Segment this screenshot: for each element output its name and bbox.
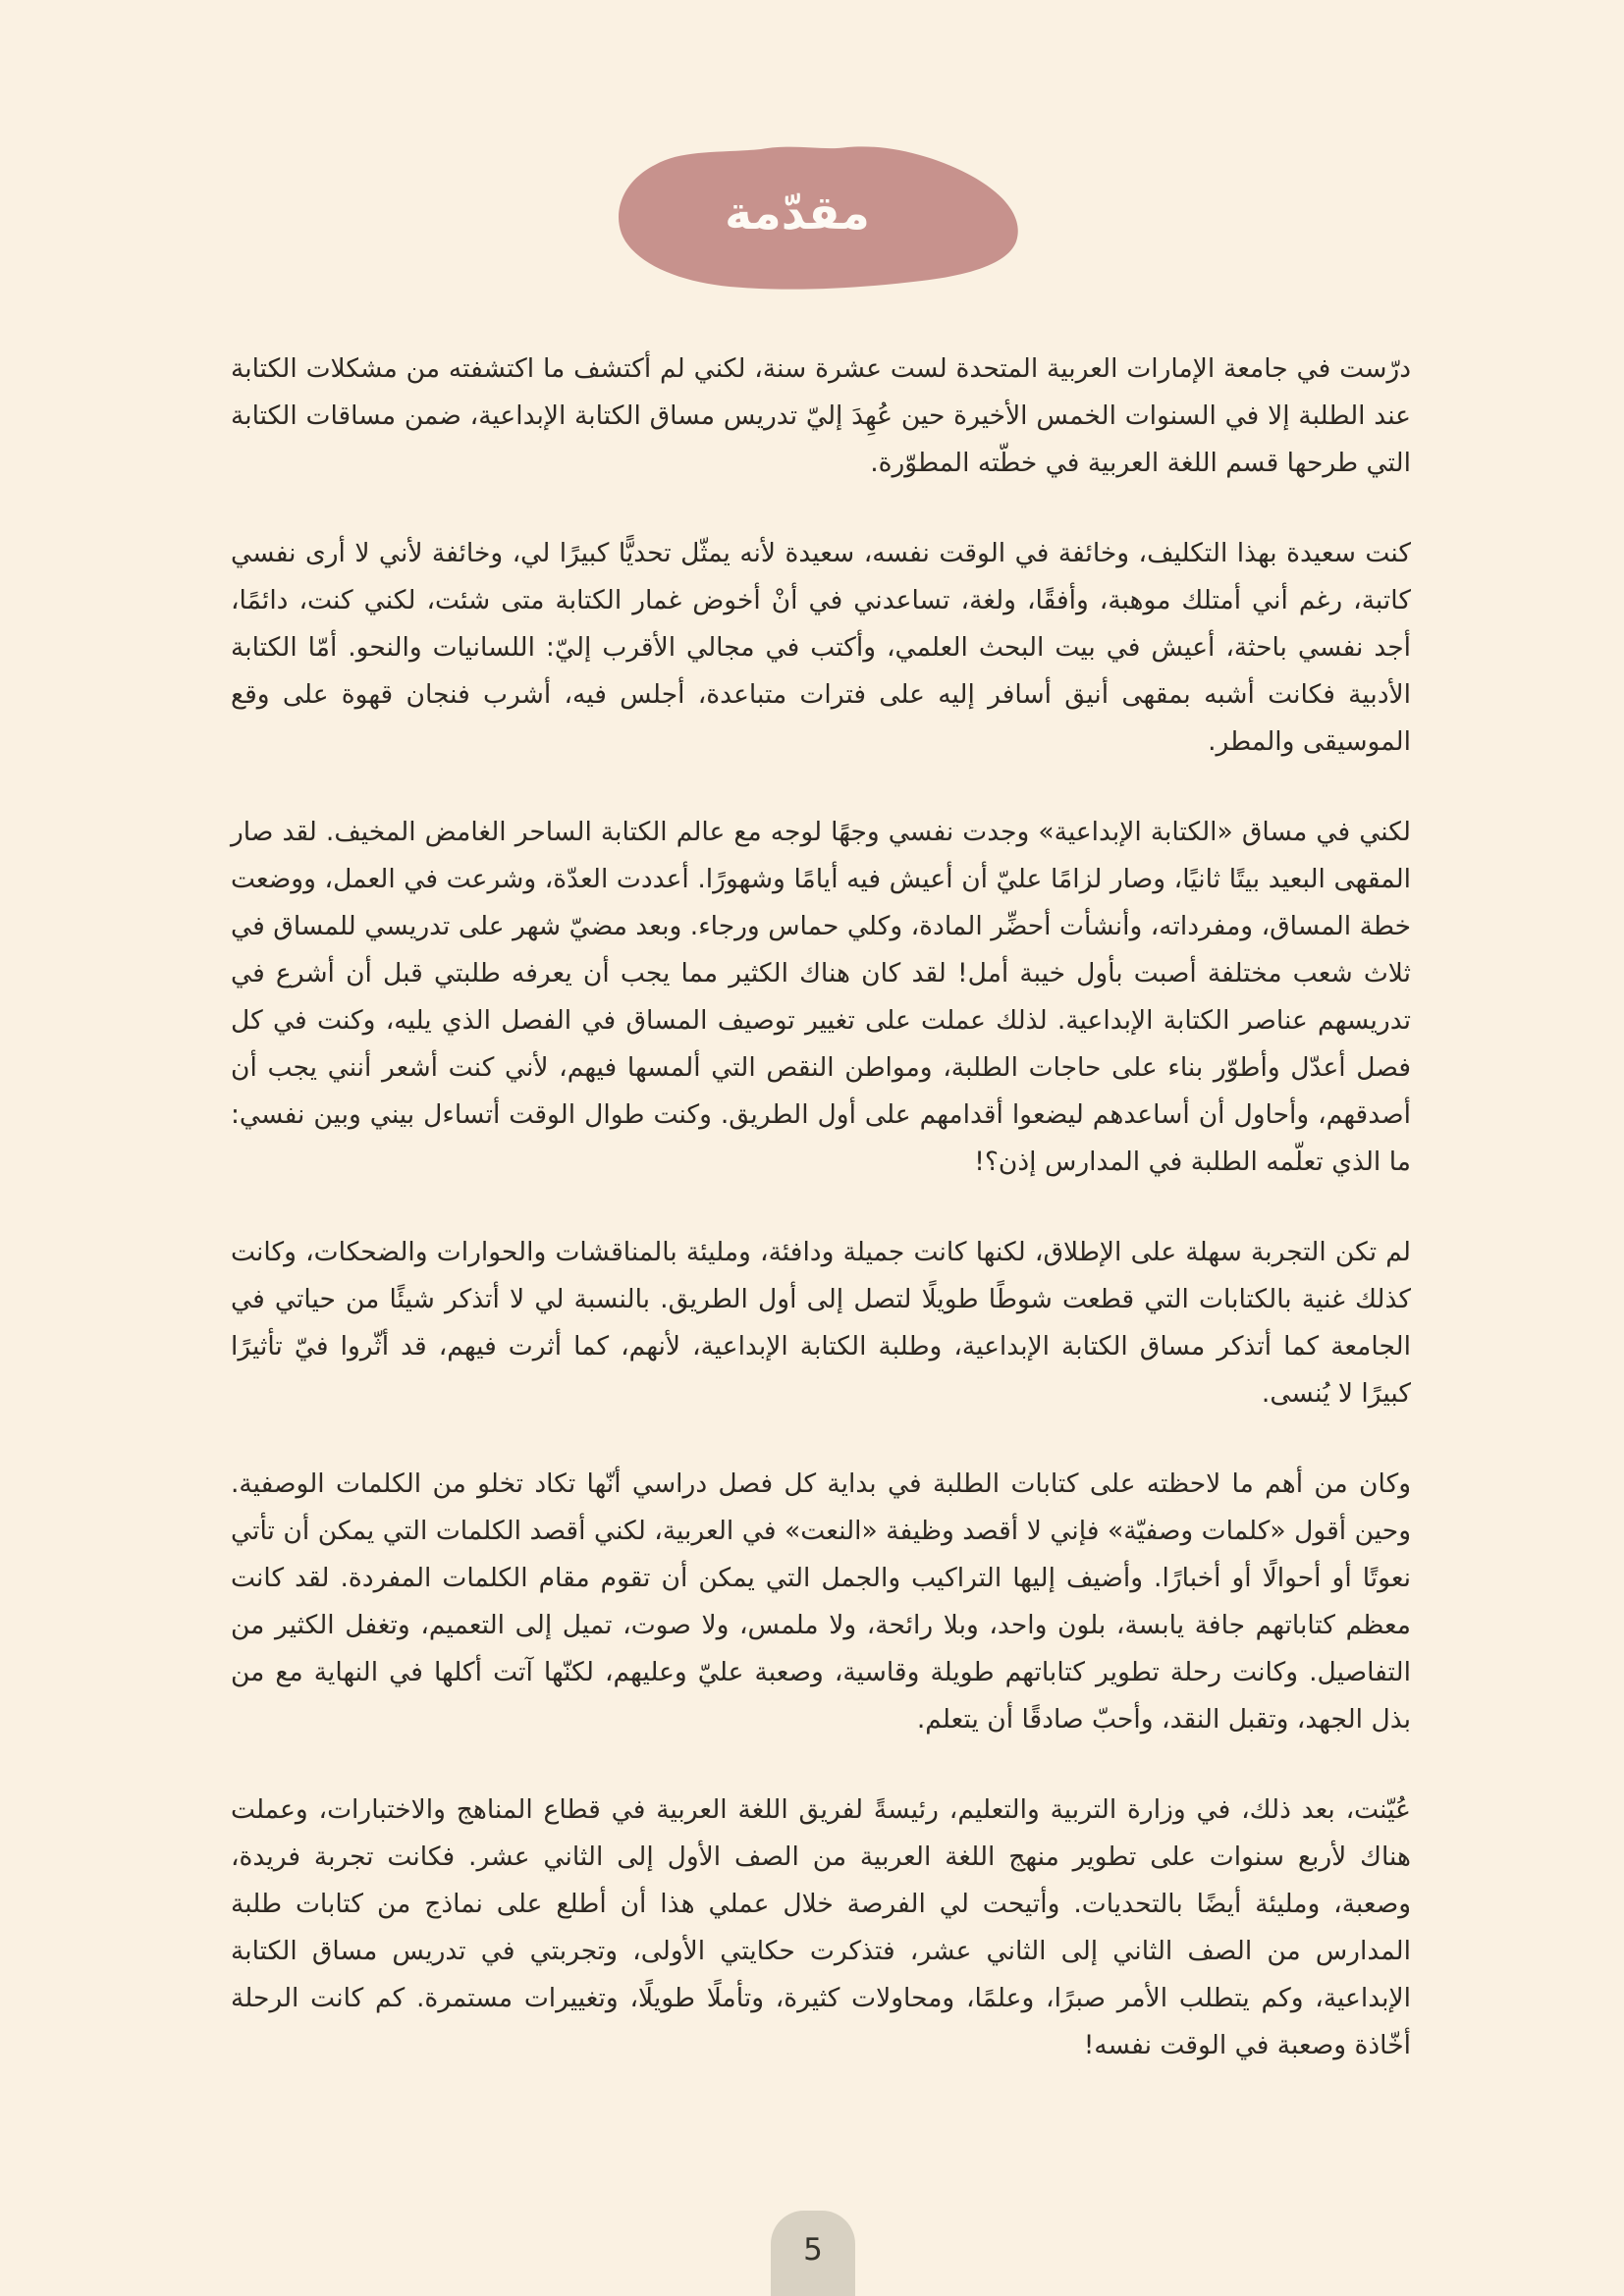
chapter-title-blob bbox=[565, 137, 1030, 294]
page-number-tab bbox=[771, 2211, 855, 2296]
page-title: مقدّمة bbox=[725, 186, 870, 240]
body-paragraph: درّست في جامعة الإمارات العربية المتحدة لست عشرة سنة، لكني لم أكتشف ما اكتشفته من مشكلات الكتابة عند الطلبة إلا في السنوات الخمس الأخيرة حين عُهِدَ إليّ تدريس مساق الكتابة الإبداعية، ضمن مساقات الكتابة التي طرحها قسم اللغة العربية في خطّته المطوّرة. bbox=[231, 353, 1411, 478]
body-paragraph: وكان من أهم ما لاحظته على كتابات الطلبة في بداية كل فصل دراسي أنّها تكاد تخلو من الكلمات الوصفية. وحين أقول «كلمات وصفيّة» فإني لا أقصد وظيفة «النعت» في العربية، لكني أقصد الكلمات التي يمكن أن تأتي نعوتًا أو أحوالًا أو أخبارًا. وأضيف إليها التراكيب والجمل التي يمكن أن تقوم مقام الكلمات المفردة. لقد كانت معظم كتاباتهم جافة يابسة، بلون واحد، وبلا رائحة، ولا ملمس، ولا صوت، تميل إلى التعميم، وتغفل الكثير من التفاصيل. وكانت رحلة تطوير كتاباتهم طويلة وقاسية، وصعبة عليّ وعليهم، لكنّها آتت أكلها في النهاية مع من بذل الجهد، وتقبل النقد، وأحبّ صادقًا أن يتعلم. bbox=[231, 1468, 1411, 1735]
body-paragraph: كنت سعيدة بهذا التكليف، وخائفة في الوقت نفسه، سعيدة لأنه يمثّل تحديًّا كبيرًا لي، وخائفة لأني لا أرى نفسي كاتبة، رغم أني أمتلك موهبة، وأفقًا، ولغة، تساعدني في أنْ أخوض غمار الكتابة متى شئت، لكني كنت، دائمًا، أجد نفسي باحثة، أعيش في بيت البحث العلمي، وأكتب في مجالي الأقرب إليّ: اللسانيات والنحو. أمّا الكتابة الأدبية فكانت أشبه بمقهى أنيق أسافر إليه على فترات متباعدة، أجلس فيه، أشرب فنجان قهوة على وقع الموسيقى والمطر. bbox=[231, 538, 1411, 757]
body-paragraph: لم تكن التجربة سهلة على الإطلاق، لكنها كانت جميلة ودافئة، ومليئة بالمناقشات والحوارات والضحكات، وكانت كذلك غنية بالكتابات التي قطعت شوطًا طويلًا لتصل إلى أول الطريق. بالنسبة لي لا أتذكر شيئًا من حياتي في الجامعة كما أتذكر مساق الكتابة الإبداعية، وطلبة الكتابة الإبداعية، لأنهم، كما أثرت فيهم، قد أثّروا فيّ تأثيرًا كبيرًا لا يُنسى. bbox=[231, 1237, 1411, 1409]
body-paragraph: عُيّنت، بعد ذلك، في وزارة التربية والتعليم، رئيسةً لفريق اللغة العربية في قطاع المناهج والاختبارات، وعملت هناك لأربع سنوات على تطوير منهج اللغة العربية من الصف الأول إلى الثاني عشر. فكانت تجربة فريدة، وصعبة، ومليئة أيضًا بالتحديات. وأتيحت لي الفرصة خلال عملي هذا أن أطلع على نماذج من كتابات طلبة المدارس من الصف الثاني إلى الثاني عشر، فتذكرت حكايتي الأولى، وتجربتي في تدريس مساق الكتابة الإبداعية، وكم يتطلب الأمر صبرًا، وعلمًا، ومحاولات كثيرة، وتأملًا طويلًا، وتغييرات مستمرة. كم كانت الرحلة أخّاذة وصعبة في الوقت نفسه! bbox=[231, 1794, 1411, 2060]
body-paragraph: لكني في مساق «الكتابة الإبداعية» وجدت نفسي وجهًا لوجه مع عالم الكتابة الساحر الغامض المخيف. لقد صار المقهى البعيد بيتًا ثانيًا، وصار لزامًا عليّ أن أعيش فيه أيامًا وشهورًا. أعددت العدّة، وشرعت في العمل، ووضعت خطة المساق، ومفرداته، وأنشأت أحضِّر المادة، وكلي حماس ورجاء. وبعد مضيّ شهر على تدريسي للمساق في ثلاث شعب مختلفة أصبت بأول خيبة أمل! لقد كان هناك الكثير مما يجب أن يعرفه طلبتي قبل أن أشرع في تدريسهم عناصر الكتابة الإبداعية. لذلك عملت على تغيير توصيف المساق في الفصل الذي يليه، وكنت في كل فصل أعدّل وأطوّر بناء على حاجات الطلبة، ومواطن النقص التي ألمسها فيهم، لأني كنت أشعر أنني يجب أن أصدقهم، وأحاول أن أساعدهم ليضعوا أقدامهم على أول الطريق. وكنت طوال الوقت أتساءل بيني وبين نفسي: ما الذي تعلّمه الطلبة في المدارس إذن؟! bbox=[231, 817, 1411, 1177]
page-number: 5 bbox=[803, 2231, 823, 2268]
body-text-column bbox=[231, 346, 1411, 2112]
